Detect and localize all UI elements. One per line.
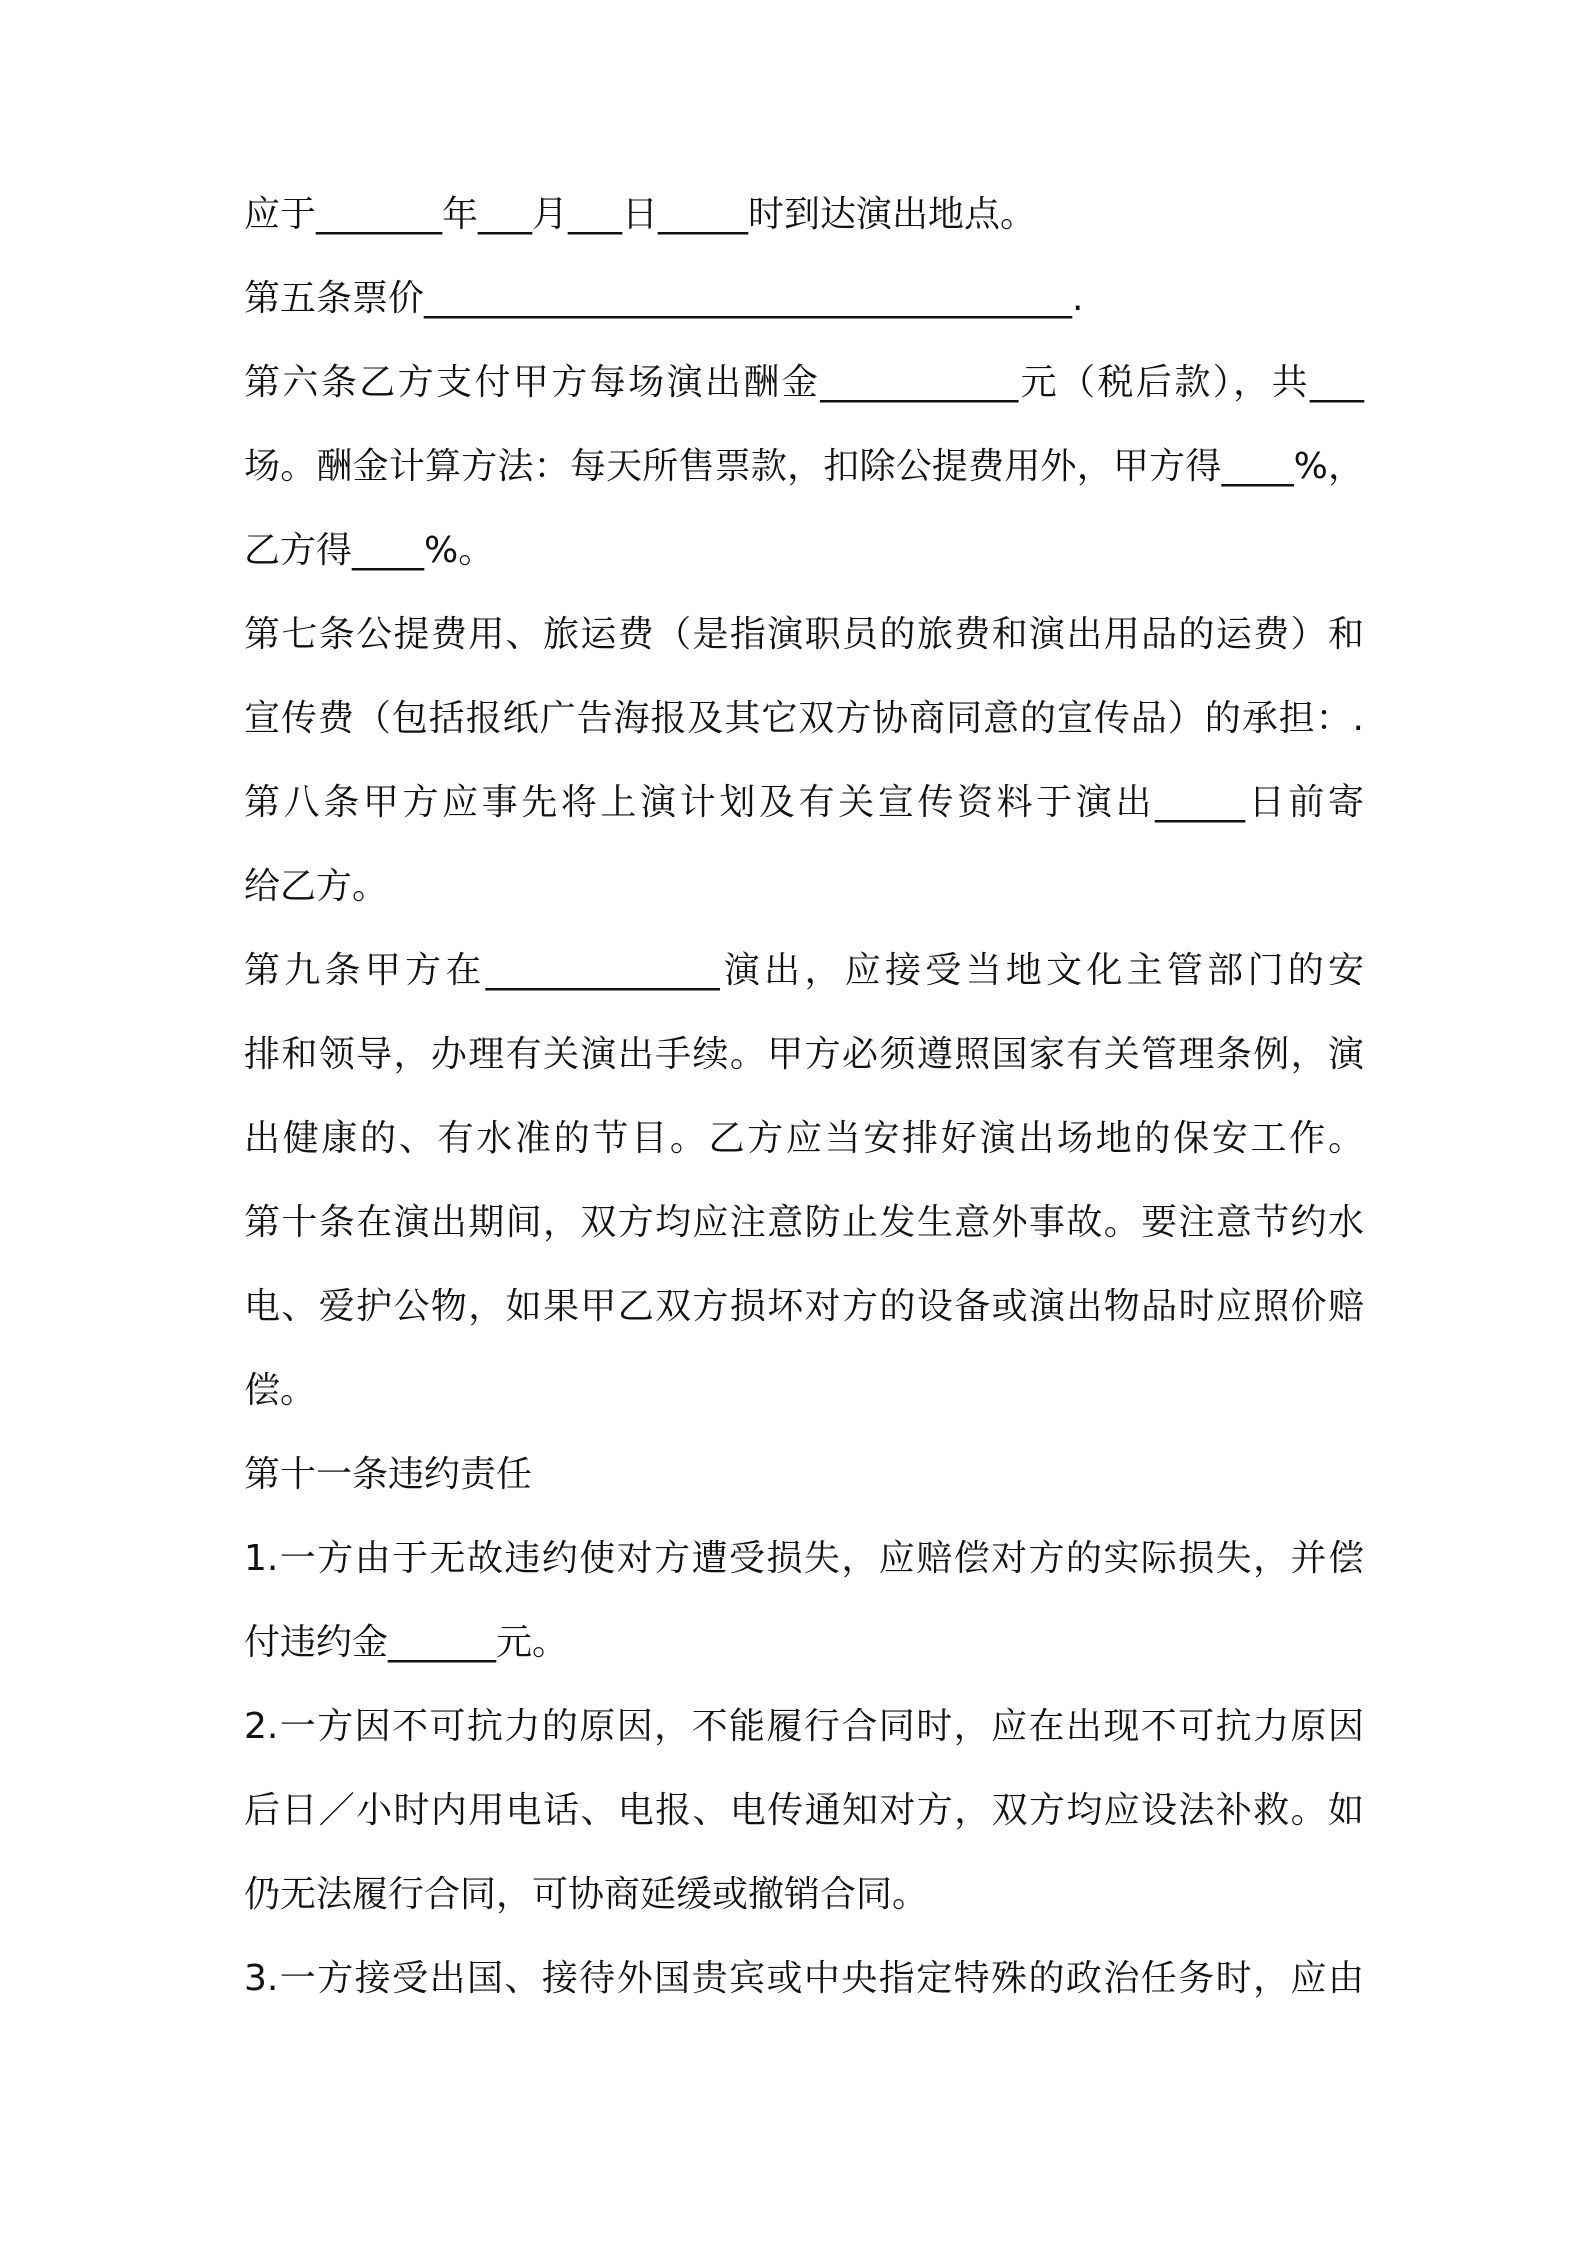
text-line: 宣传费（包括报纸广告海报及其它双方协商同意的宣传品）的承担：.: [244, 698, 1364, 739]
text-line: 3.一方接受出国、接待外国贵宾或中央指定特殊的政治任务时，应由: [244, 1958, 1364, 1999]
text-line: 第十条在演出期间，双方均应注意防止发生意外事故。要注意节约水: [244, 1202, 1364, 1243]
text-line: 第五条票价____________________________________.: [244, 278, 1084, 319]
text-line: 给乙方。: [244, 866, 389, 907]
text-line: 第七条公提费用、旅运费（是指演职员的旅费和演出用品的运费）和: [244, 614, 1364, 655]
text-line: 应于_______年___月___日_____时到达演出地点。: [244, 194, 1037, 235]
text-line: 第十一条违约责任: [244, 1454, 533, 1495]
text-line: 第九条甲方在_____________演出，应接受当地文化主管部门的安: [244, 950, 1364, 991]
text-line: 偿。: [244, 1370, 317, 1411]
text-line: 仍无法履行合同，可协商延缓或撤销合同。: [244, 1874, 929, 1915]
document-body: [244, 195, 1364, 2043]
text-line: 第八条甲方应事先将上演计划及有关宣传资料于演出_____日前寄: [244, 782, 1364, 823]
text-line: 排和领导，办理有关演出手续。甲方必须遵照国家有关管理条例，演: [244, 1034, 1364, 1075]
text-line: 乙方得____%。: [244, 530, 495, 571]
text-line: 出健康的、有水准的节目。乙方应当安排好演出场地的保安工作。: [244, 1118, 1364, 1159]
text-line: 场。酬金计算方法：每天所售票款，扣除公提费用外，甲方得____%，: [244, 446, 1364, 487]
text-line: 电、爱护公物，如果甲乙双方损坏对方的设备或演出物品时应照价赔: [244, 1286, 1364, 1327]
text-line: 2.一方因不可抗力的原因，不能履行合同时，应在出现不可抗力原因: [244, 1706, 1364, 1747]
text-line: 1.一方由于无故违约使对方遭受损失，应赔偿对方的实际损失，并偿: [244, 1538, 1364, 1579]
text-line: 付违约金______元。: [244, 1622, 569, 1663]
text-line: 后日／小时内用电话、电报、电传通知对方，双方均应设法补救。如: [244, 1790, 1364, 1831]
text-line: 第六条乙方支付甲方每场演出酬金___________元（税后款），共___: [244, 362, 1364, 403]
